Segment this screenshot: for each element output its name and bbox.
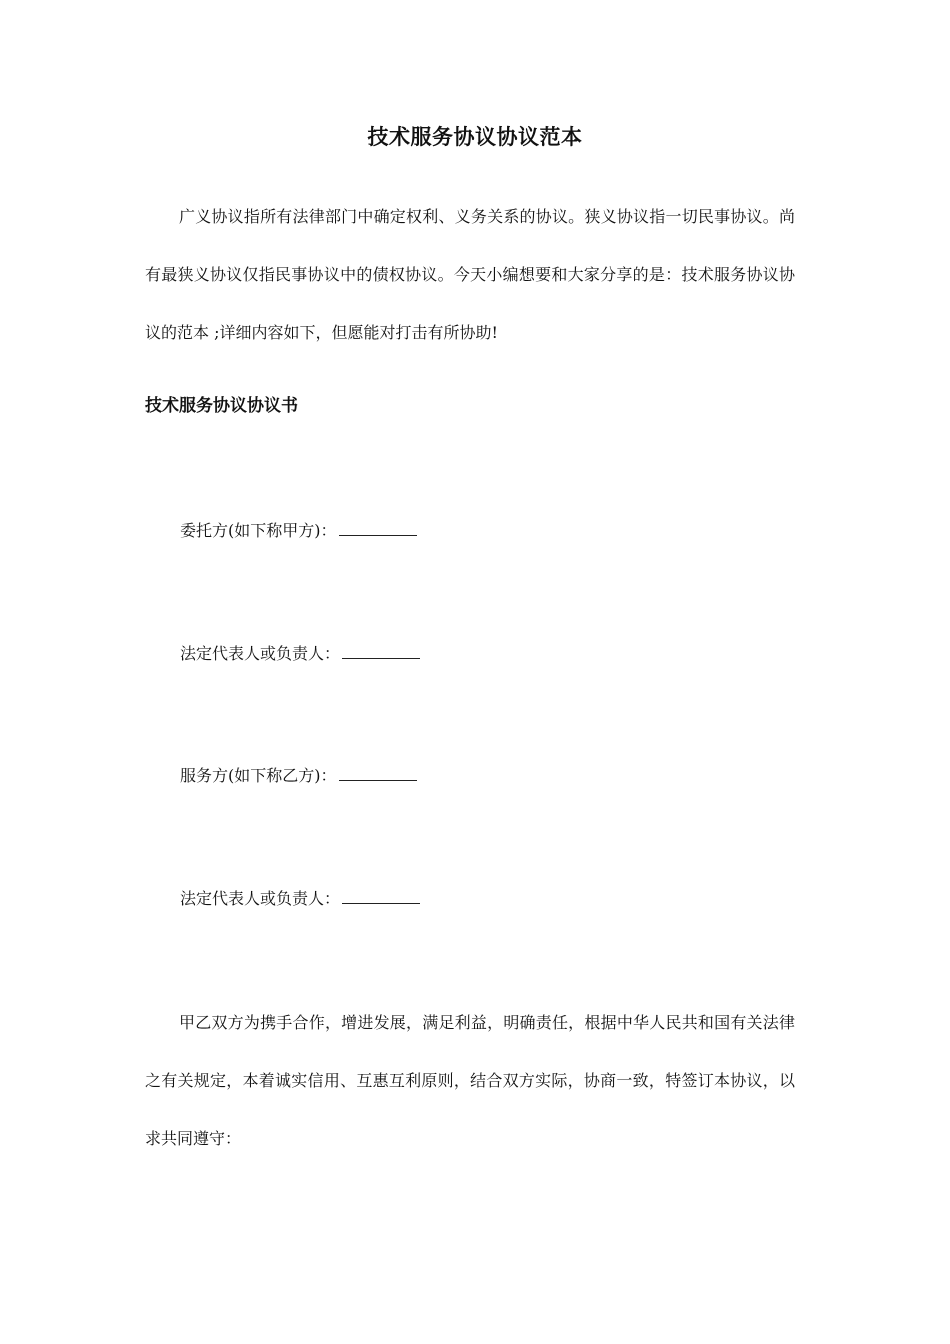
provider-party-blank <box>339 762 417 781</box>
document-title: 技术服务协议协议范本 <box>367 124 583 149</box>
client-party-label: 委托方(如下称甲方)： <box>180 521 337 540</box>
intro-paragraph: 广义协议指所有法律部门中确定权利、义务关系的协议。狭义协议指一切民事协议。尚有最狭义协议仅指民事协议中的债权协议。今天小编想要和大家分享的是：技术服务协议协议的范本 ;详细内容如下，但愿能对打击有所协助! <box>145 207 795 342</box>
provider-representative-label: 法定代表人或负责人： <box>180 889 341 908</box>
closing-paragraph: 甲乙双方为携手合作，增进发展，满足利益，明确责任，根据中华人民共和国有关法律之有关规定，本着诚实信用、互惠互利原则，结合双方实际，协商一致，特签订本协议，以求共同遵守： <box>145 1013 795 1148</box>
provider-representative-blank <box>342 885 420 904</box>
client-party-field <box>180 517 417 545</box>
client-representative-label: 法定代表人或负责人： <box>180 644 341 663</box>
client-representative-blank <box>342 640 420 659</box>
provider-party-label: 服务方(如下称乙方)： <box>180 766 337 785</box>
section-heading: 技术服务协议协议书 <box>145 396 298 416</box>
client-representative-field <box>180 640 420 668</box>
provider-party-field <box>180 762 417 790</box>
client-party-blank <box>339 517 417 536</box>
provider-representative-field <box>180 885 420 913</box>
